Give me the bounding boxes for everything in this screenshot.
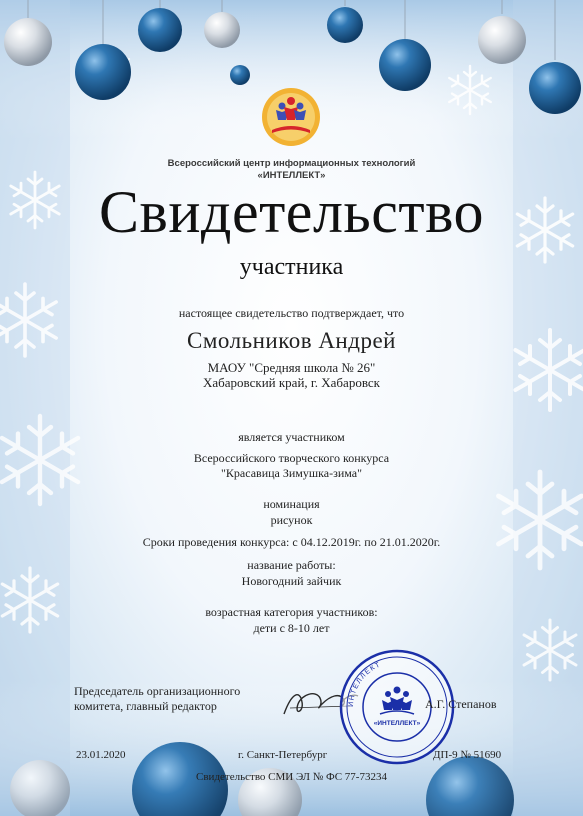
signatory-role-line-1: Председатель организационного [74, 684, 241, 698]
organization-line-2: «ИНТЕЛЛЕКТ» [257, 170, 326, 181]
stamp-ring-text: ИНТЕЛЛЕКТ [347, 661, 383, 708]
signatory-role-line-2: комитета, главный редактор [74, 699, 217, 713]
signatory-role [74, 684, 240, 714]
certificate-number: ДП-9 № 51690 [433, 749, 502, 761]
contest-type: Всероссийского творческого конкурса [193, 451, 390, 465]
organization-line-1: Всероссийский центр информационных технологий [167, 158, 416, 169]
is-participant-text: является участником [238, 430, 345, 444]
confirms-text: настоящее свидетельство подтверждает, что [178, 306, 405, 320]
work-title-value: Новогодний зайчик [241, 574, 342, 588]
age-category-value: дети с 8-10 лет [253, 621, 330, 635]
contest-name: "Красавица Зимушка-зима" [221, 466, 362, 480]
participant-name: Смольников Андрей [187, 328, 396, 353]
stamp-center-label: «ИНТЕЛЛЕКТ» [373, 720, 421, 727]
age-category-label: возрастная категория участников: [205, 605, 378, 619]
certificate-subtitle: участника [239, 254, 344, 280]
certificate-title: Свидетельство [98, 179, 485, 245]
nomination-label: номинация [263, 497, 320, 511]
issue-city: г. Санкт-Петербург [238, 749, 328, 761]
intellect-logo [260, 86, 322, 148]
contest-period: Сроки проведения конкурса: с 04.12.2019г. по 21.01.2020г. [142, 535, 441, 549]
signatory-name: А.Г. Степанов [425, 697, 497, 711]
media-registration: Свидетельство СМИ ЭЛ № ФС 77-73234 [196, 771, 387, 783]
work-title-label: название работы: [247, 558, 336, 572]
issue-date: 23.01.2020 [76, 749, 126, 761]
nomination-value: рисунок [270, 513, 313, 527]
school-name: МАОУ "Средняя школа № 26" [207, 360, 376, 375]
location: Хабаровский край, г. Хабаровск [203, 375, 380, 390]
